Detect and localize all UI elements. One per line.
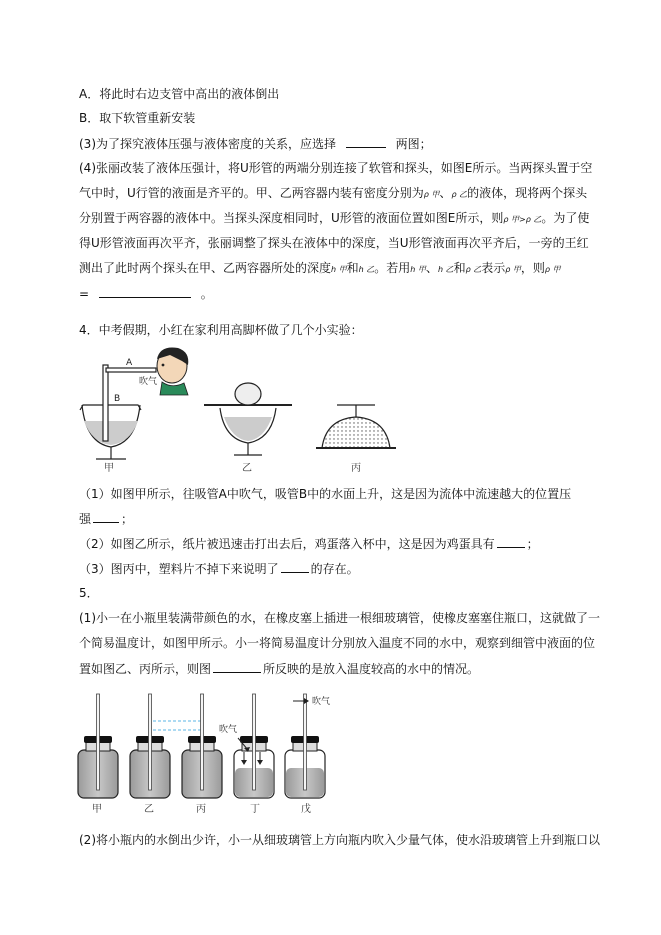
glass-tube — [304, 694, 307, 790]
text: 气中时，U行管的液面是齐平的。甲、乙两容器内装有密度分别为 — [79, 186, 424, 200]
glass-tube — [253, 694, 256, 790]
answer-blank-inertia[interactable] — [497, 535, 525, 548]
q3-part3 — [79, 135, 432, 152]
answer-blank-3[interactable] — [346, 135, 386, 148]
text: 。 — [200, 287, 213, 301]
text: 的液体，现将两个探头 — [467, 186, 588, 200]
q3-part3-text: (3)为了探究液体压强与液体密度的关系，应选择 — [79, 137, 336, 151]
glass-tube — [149, 694, 152, 790]
label-a: A — [126, 358, 133, 368]
text: 测出了此时两个探头在甲、乙两容器所处的深度 — [79, 261, 332, 275]
text: ； — [526, 537, 539, 551]
q3-part4-line6 — [79, 285, 213, 302]
text: 表示 — [481, 261, 506, 275]
text: ，则 — [520, 261, 545, 275]
caption-yi: 乙 — [242, 463, 252, 474]
q4-s3 — [79, 560, 359, 577]
q3-part4-line4: 得U形管液面再次平齐，张丽调整了探头在液体中的深度，当U形管液面再次平齐后，一旁的王红 — [79, 236, 589, 250]
caption-ding: 丁 — [250, 804, 260, 815]
caption-jia: 甲 — [92, 804, 102, 815]
h-jia: h 甲 — [331, 265, 347, 274]
h-yi: h 乙 — [437, 265, 454, 274]
caption-bing: 丙 — [196, 804, 206, 815]
boy-icon — [157, 347, 188, 395]
label-b: B — [114, 394, 121, 404]
text: （2）如图乙所示，纸片被迅速击打出去后，鸡蛋落入杯中，这是因为鸡蛋具有 — [79, 537, 495, 551]
option-a: A．将此时右边支管中高出的液体倒出 — [79, 87, 280, 101]
q5-number: 5． — [79, 586, 99, 600]
text: 置如图乙、丙所示，则图 — [79, 662, 212, 676]
q4-title: 4．中考假期，小红在家利用高脚杯做了几个小实验： — [79, 323, 363, 337]
sep: 、 — [425, 261, 438, 275]
text: 和 — [346, 261, 359, 275]
q5-p1-line1: (1)小一在小瓶里装满带颜色的水，在橡皮塞上插进一根细玻璃管，使橡皮塞塞住瓶口，这就做了一 — [79, 611, 601, 625]
q5-p2-line1: (2)将小瓶内的水倒出少许，小一从细玻璃管上方向瓶内吹入少量气体，使水沿玻璃管上升到瓶口以 — [79, 833, 601, 847]
label-blow: 吹气 — [139, 377, 158, 387]
answer-blank-atm[interactable] — [281, 560, 309, 573]
h-yi: h 乙 — [358, 265, 375, 274]
rho-compare: ρ 甲>ρ 乙 — [503, 215, 542, 224]
q5-figure — [0, 690, 661, 820]
text: 。若用 — [374, 261, 411, 275]
caption-yi: 乙 — [144, 804, 154, 815]
q4-figure — [0, 345, 661, 475]
label-blow-ding: 吹气 — [219, 725, 238, 735]
answer-blank-rho[interactable] — [99, 285, 191, 298]
q5-p1-line3 — [79, 660, 479, 677]
text: 分别置于两容器的液体中。当探头深度相同时，U形管的液面位置如图E所示，则 — [79, 211, 504, 225]
answer-blank-figure[interactable] — [213, 660, 261, 673]
text: 和 — [453, 261, 466, 275]
rho-jia: ρ 甲 — [544, 265, 561, 274]
rho-yi: ρ 乙 — [451, 190, 468, 199]
caption-bing: 丙 — [351, 463, 361, 474]
q3-part4-line1: (4)张丽改装了液体压强计，将U形管的两端分别连接了软管和探头，如图E所示。当两探头置于空 — [79, 161, 593, 175]
glass-tube — [97, 694, 100, 790]
text: ； — [121, 512, 134, 526]
label-blow-wu: 吹气 — [312, 697, 331, 707]
text: 。为了使 — [541, 211, 590, 225]
sep: 、 — [439, 186, 452, 200]
q5-p1-line2: 个简易温度计，如图甲所示。小一将简易温度计分别放入温度不同的水中，观察到细管中液面的位 — [79, 636, 596, 650]
q3-part4-line5 — [79, 260, 560, 278]
rho-jia: ρ 甲 — [423, 190, 440, 199]
q3-part4-line3 — [79, 210, 589, 228]
caption-wu: 戊 — [301, 804, 311, 815]
text: （3）图丙中，塑料片不掉下来说明了 — [79, 562, 279, 576]
q4-s1-line1: （1）如图甲所示，往吸管A中吹气，吸管B中的水面上升，这是因为流体中流速越大的位置压 — [79, 487, 572, 501]
answer-blank-pressure[interactable] — [93, 510, 119, 523]
text: 的存在。 — [310, 562, 359, 576]
q3-part3-suffix: 两图； — [395, 137, 432, 151]
h-jia: h 甲 — [410, 265, 426, 274]
q3-part4-line2 — [79, 185, 587, 203]
rho-jia: ρ 甲 — [505, 265, 521, 274]
text: = — [79, 287, 90, 301]
text: 所反映的是放入温度较高的水中的情况。 — [263, 662, 480, 676]
q4-s2 — [79, 535, 539, 552]
q4-s1-line2 — [79, 510, 133, 527]
glass-tube — [201, 694, 204, 790]
text: 强 — [79, 512, 92, 526]
rho-yi: ρ 乙 — [465, 265, 482, 274]
caption-jia: 甲 — [104, 463, 114, 474]
option-b: B．取下软管重新安装 — [79, 111, 196, 125]
